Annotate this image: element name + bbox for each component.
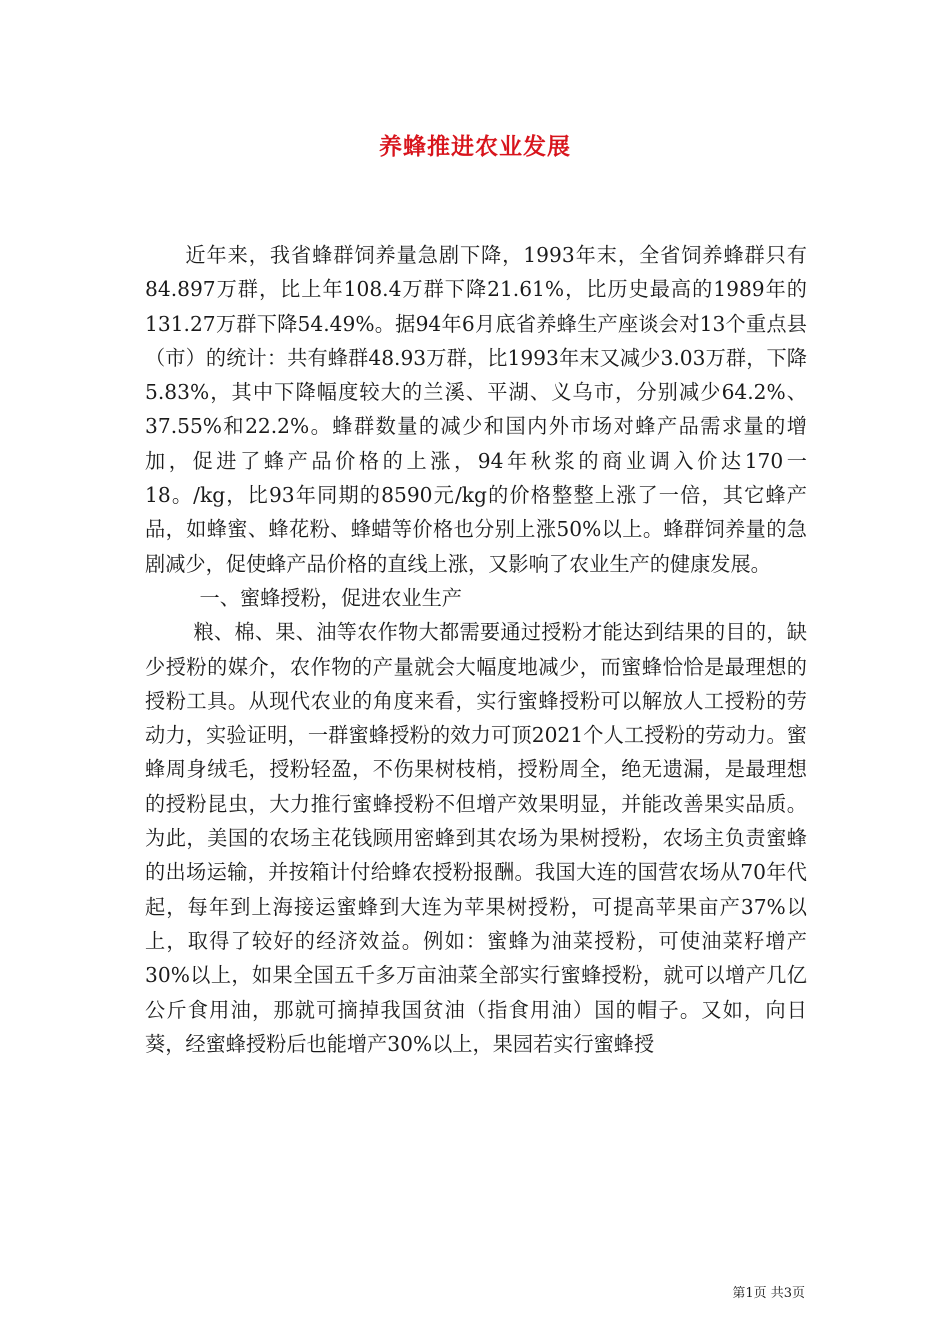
paragraph-pollination: 粮、棉、果、油等农作物大都需要通过授粉才能达到结果的目的，缺少授粉的媒介，农作物的产量就会大幅度地减少，而蜜蜂恰恰是最理想的授粉工具。从现代农业的角度来看，实行蜜蜂授粉可以解放人工授粉的劳动力，实验证明，一群蜜蜂授粉的效力可顶2021个人工授粉的劳动力。蜜蜂周身绒毛，授粉轻盈，不伤果树枝梢，授粉周全，绝无遗漏，是最理想的授粉昆虫，大力推行蜜蜂授粉不但增产效果明显，并能改善果实品质。为此，美国的农场主花钱顾用密蜂到其农场为果树授粉，农场主负责蜜蜂的出场运输，并按箱计付给蜂农授粉报酬。我国大连的国营农场从70年代起，每年到上海接运蜜蜂到大连为苹果树授粉，可提高苹果亩产37%以上，取得了较好的经济效益。例如：蜜蜂为油菜授粉，可使油菜籽增产30%以上，如果全国五千多万亩油菜全部实行蜜蜂授粉，就可以增产几亿公斤食用油，那就可摘掉我国贫油（指食用油）国的帽子。又如，向日葵，经蜜蜂授粉后也能增产30%以上，果园若实行蜜蜂授 [145, 620, 807, 1056]
page-number-footer: 第1页 共3页 [732, 1286, 805, 1301]
section-heading: 一、蜜蜂授粉，促进农业生产 [199, 585, 462, 610]
document-title: 养蜂推进农业发展 [379, 133, 571, 160]
document-body [145, 238, 807, 1061]
paragraph-intro: 近年来，我省蜂群饲养量急剧下降，1993年末，全省饲养蜂群只有84.897万群，比上年108.4万群下降21.61%，比历史最高的1989年的131.27万群下降54.49%。据94年6月底省养蜂生产座谈会对13个重点县（市）的统计：共有蜂群48.93万群，比1993年末又减少3.03万群，下降5.83%，其中下降幅度较大的兰溪、平湖、义乌市，分别减少64.2%、37.55%和22.2%。蜂群数量的减少和国内外市场对蜂产品需求量的增加，促进了蜂产品价格的上涨，94年秋浆的商业调入价达170一18。/kg，比93年同期的8590元/kg的价格整整上涨了一倍，其它蜂产品，如蜂蜜、蜂花粉、蜂蜡等价格也分别上涨50%以上。蜂群饲养量的急剧减少，促使蜂产品价格的直线上涨，又影响了农业生产的健康发展。 [145, 243, 807, 576]
